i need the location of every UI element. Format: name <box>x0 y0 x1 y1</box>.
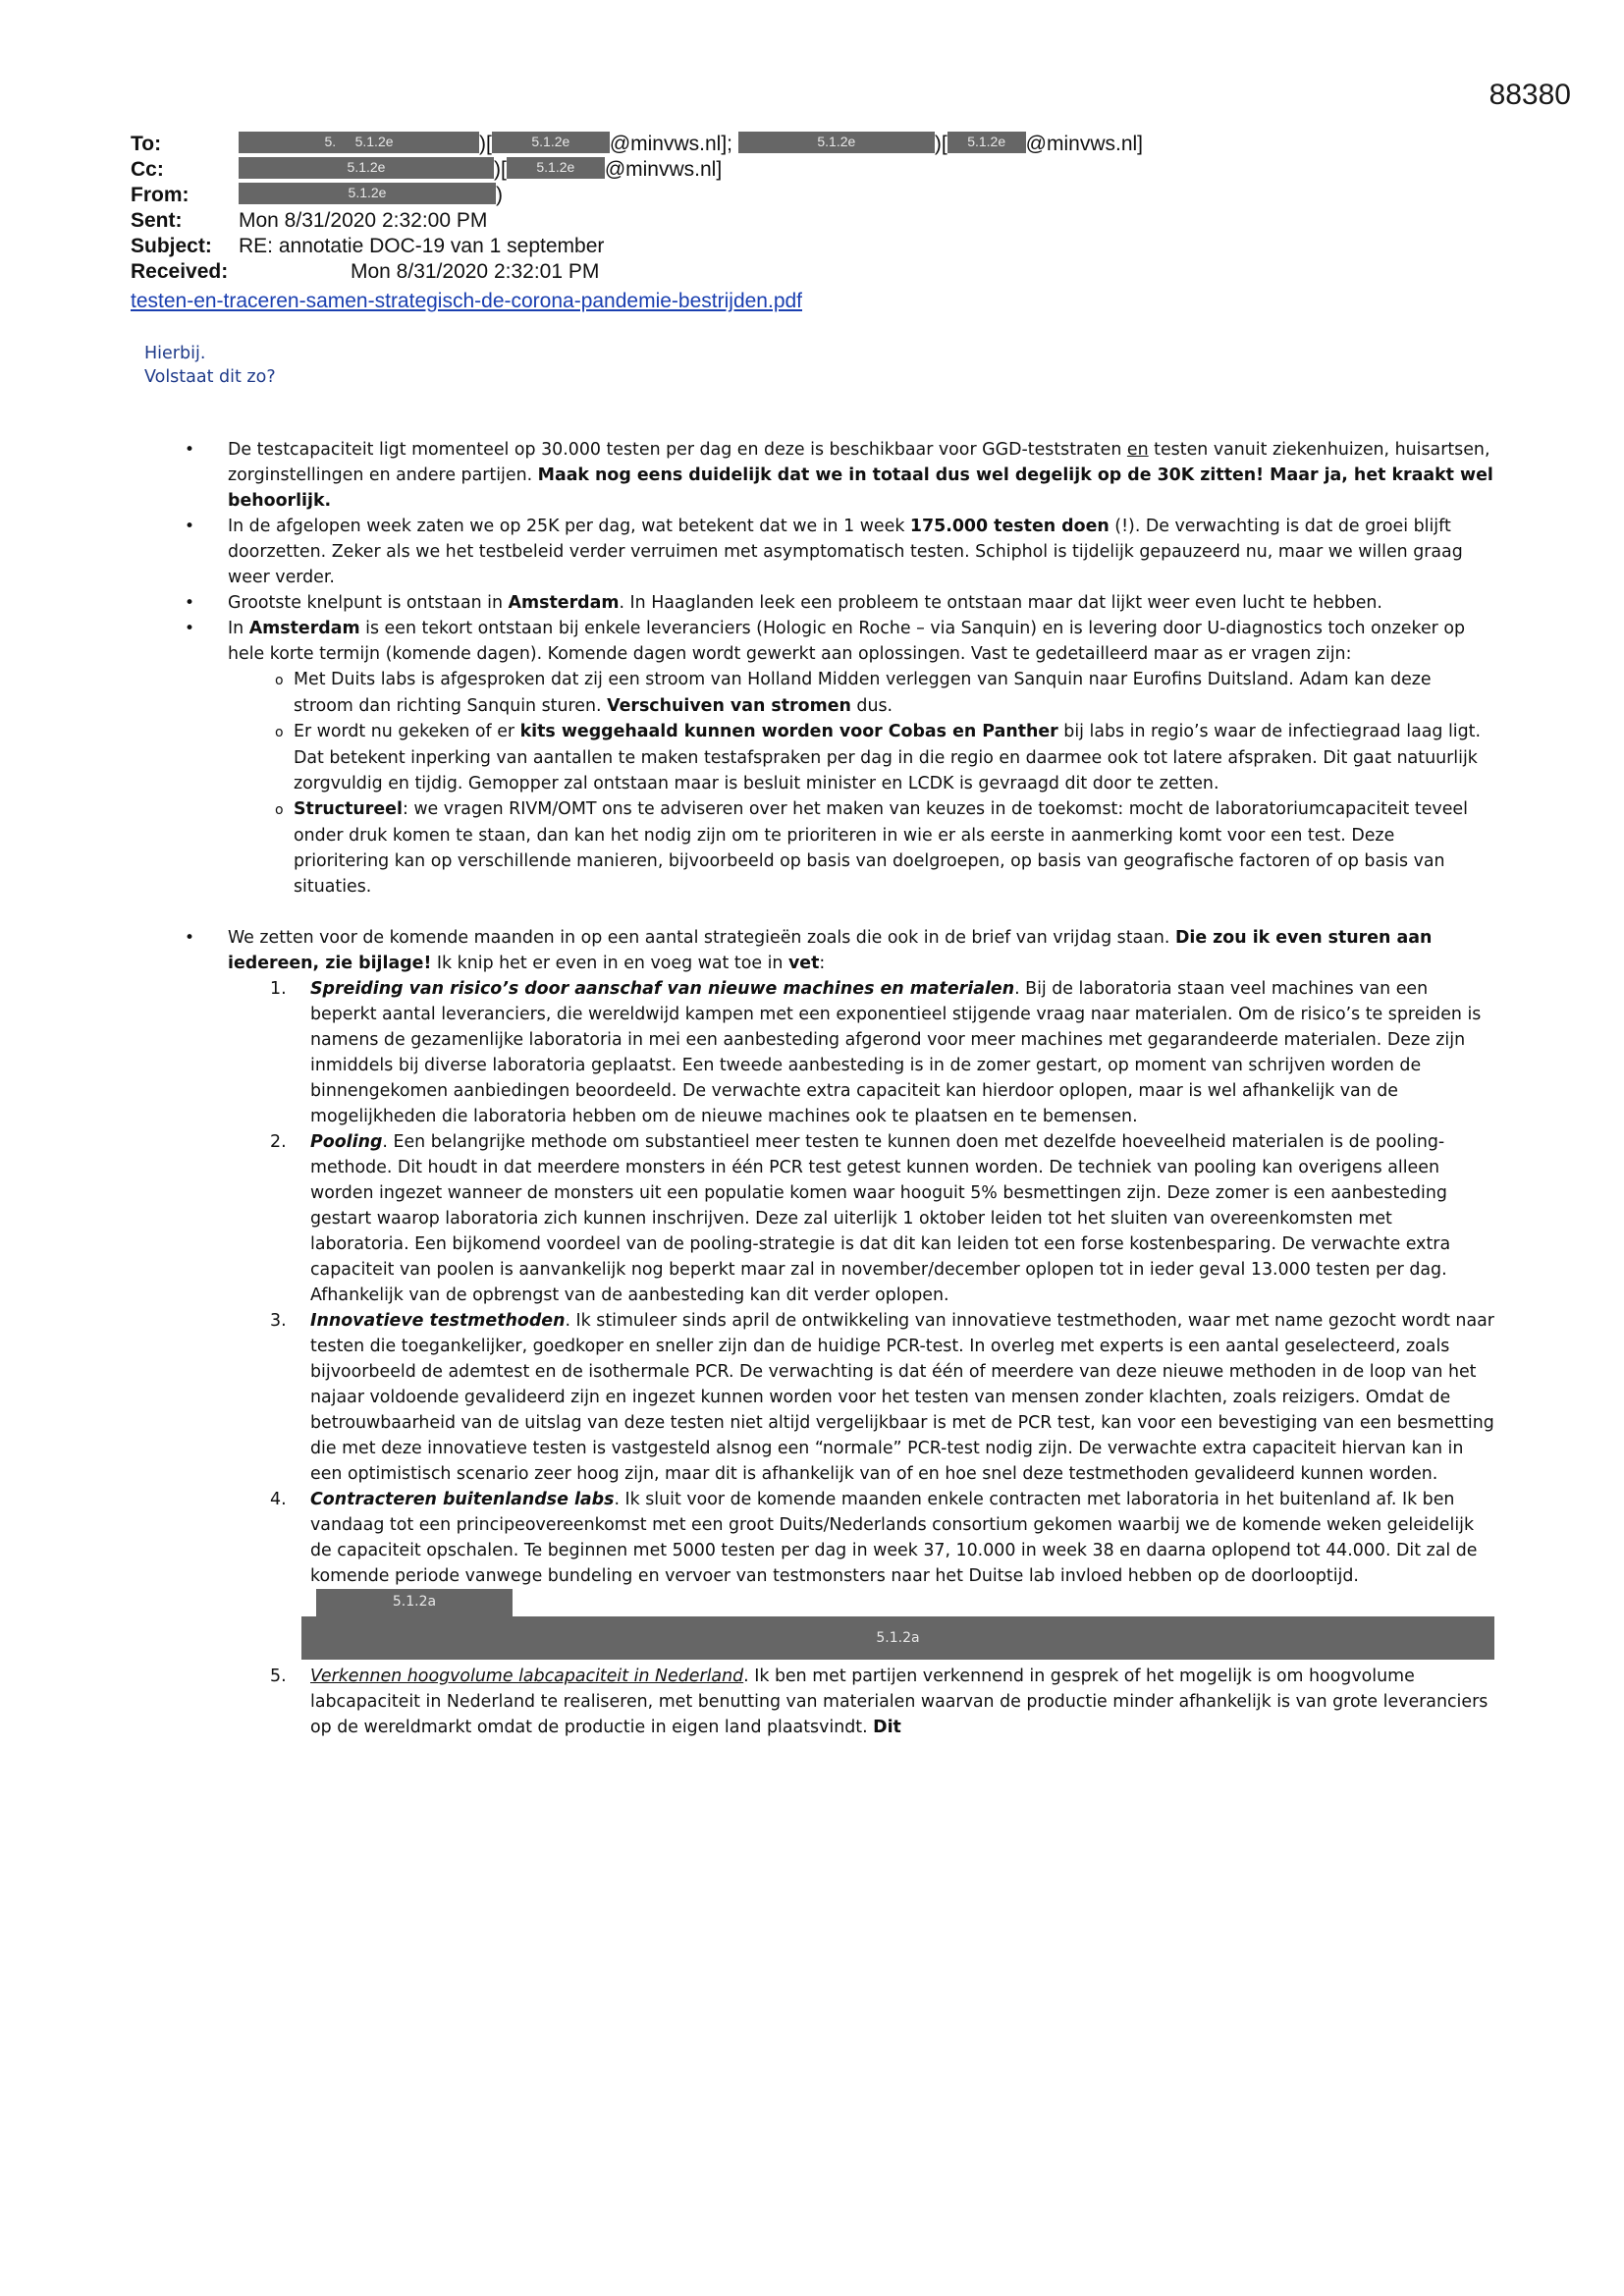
email-header <box>131 132 1260 308</box>
cc-domain: @minvws.nl] <box>604 158 723 181</box>
subject-value: RE: annotatie DOC-19 van 1 september <box>239 235 605 257</box>
redaction-block: 5.1.2a <box>301 1616 1494 1660</box>
greeting-line: Hierbij. <box>144 344 206 363</box>
redaction-box: 5.1.2e <box>492 132 610 153</box>
redaction-box: 5.1.2e <box>738 132 935 153</box>
sent-value: Mon 8/31/2020 2:32:00 PM <box>239 209 488 232</box>
greeting-line: Volstaat dit zo? <box>144 367 276 387</box>
from-row: From: 5.1.2e ) <box>131 184 503 206</box>
to-label: To: <box>131 133 162 155</box>
cc-row: Cc: 5.1.2e )[ 5.1.2e @minvws.nl] <box>131 158 723 181</box>
attachment-link[interactable]: testen-en-traceren-samen-strategisch-de-corona-pandemie-bestrijden.pdf <box>131 290 803 312</box>
numbered-item: 2. Pooling. Een belangrijke methode om substantieel meer testen te kunnen doen met dezelfde hoeveelheid materialen is de pooling-methode. Dit houdt in dat meerdere monsters in één PCR test getest kunnen worden. De techniek van pooling kan overigens alleen worden ingezet wanneer de monsters uit een populatie komen waar hooguit 5% besmettingen zijn. Deze zomer is een aanbesteding gestart waarop laboratoria zich kunnen inschrijven. Deze zal uiterlijk 1 oktober leiden tot het sluiten van overeenkomsten met laboratoria. Een bijkomend voordeel van de pooling-strategie is dat dit kan leiden tot een forse kostenbesparing. De verwachte extra capaciteit van poolen is aanvankelijk nog beperkt maar zal in november/december oplopen tot in ieder geval 13.000 testen per dag. Afhankelijk van de opbrengst van de aanbesteding kan dit verder oplopen. <box>270 1132 1451 1305</box>
bullet-icon: • <box>185 593 195 613</box>
subject-label: Subject: <box>131 235 212 257</box>
redaction-box: 5.1.2e <box>239 157 494 179</box>
redaction-box: 5.1.2e <box>507 157 605 179</box>
bullet-icon: • <box>185 440 195 460</box>
circle-bullet-icon: o <box>275 673 284 688</box>
bullet-item: • In de afgelopen week zaten we op 25K per dag, wat betekent dat we in 1 week 175.000 testen doen (!). De verwachting is dat de groei blijft doorzetten. Zeker als we het testbeleid verder verruimen met asymptomatisch testen. Schiphol is tijdelijk gepauzeerd nu, maar we willen graag weer verder. <box>0 514 1494 590</box>
document-number: 88380 <box>1489 79 1571 111</box>
received-value: Mon 8/31/2020 2:32:01 PM <box>351 260 600 283</box>
to-domain: @minvws.nl]; <box>609 133 732 155</box>
to-domain: @minvws.nl] <box>1025 133 1144 155</box>
sub-bullet-item: o Met Duits labs is afgesproken dat zij een stroom van Holland Midden verleggen van Sanquin naar Eurofins Duitsland. Adam kan deze stroom dan richting Sanquin sturen. Verschuiven van stromen dus. <box>275 670 1432 716</box>
redaction-box: 5.1.2e <box>239 183 496 204</box>
to-row: To: 5. 5.1.2e )[ 5.1.2e @minvws.nl]; 5.1.2e )[ 5.1.2e @minvws.nl] <box>131 133 1144 155</box>
bullet-item: • De testcapaciteit ligt momenteel op 30.000 testen per dag en deze is beschikbaar voor GGD-teststraten en testen vanuit ziekenhuizen, huisartsen, zorginstellingen en andere partijen. Maak nog eens duidelijk dat we in totaal dus wel degelijk op de 30K zitten! Maar ja, het kraakt wel behoorlijk. <box>0 437 1494 514</box>
cc-label: Cc: <box>131 158 164 181</box>
bullet-icon: • <box>185 928 195 948</box>
received-label: Received: <box>131 260 229 283</box>
bullet-icon: • <box>185 619 195 638</box>
from-label: From: <box>131 184 189 206</box>
bullet-item: • In Amsterdam is een tekort ontstaan bij enkele leveranciers (Hologic en Roche – via Sanquin) en is levering door U-diagnostics toch onzeker op hele korte termijn (komende dagen). Komende dagen wordt gewerkt aan oplossingen. Vast te gedetailleerd maar as er vragen zijn: <box>0 616 1494 667</box>
numbered-item: 4. Contracteren buitenlandse labs. Ik sluit voor de komende maanden enkele contracten met laboratoria in het buitenland af. Ik ben vandaag tot een principeovereenkomst met een groot Duits/Nederlands consortium gekomen waarbij we de komende weken geleidelijk de capaciteit opschalen. Te beginnen met 5000 testen per dag in week 37, 10.000 in week 38 en daarna oplopend tot 44.000. Dit zal de komende periode vanwege bundeling en vervoer van testmonsters naar het Duitse lab invloed hebben op de doorlooptijd.5.1.2a <box>0 1487 1494 1618</box>
greeting <box>144 342 276 389</box>
circle-bullet-icon: o <box>275 725 284 740</box>
subject-row <box>131 234 1260 259</box>
redaction-box: 5.1.2a <box>316 1589 513 1618</box>
numbered-item: 1. Spreiding van risico’s door aanschaf van nieuwe machines en materialen. Bij de laboratoria staan veel machines van een beperkt aantal leveranciers, die wereldwijd kampen met een exponentieel stijgende vraag naar materialen. Om de risico’s te spreiden is namens de gezamenlijke laboratoria in mei een aanbesteding afgerond voor meer machines met gegarandeerde materialen. Deze zijn inmiddels bij diverse laboratoria geplaatst. Een tweede aanbesteding is in de zomer gestart, op moment van schrijven worden de binnengekomen aanbiedingen beoordeeld. De verwachte extra capaciteit kan hierdoor oplopen, maar is wel afhankelijk van de mogelijkheden die laboratoria hebben om de nieuwe machines ook te plaatsen en te bemensen. <box>270 979 1482 1126</box>
message-body <box>0 437 1624 1740</box>
numbered-item: 3. Innovatieve testmethoden. Ik stimuleer sinds april de ontwikkeling van innovatieve testmethoden, waar met name gezocht wordt naar testen die toegankelijker, goedkoper en sneller zijn dan de huidige PCR-test. In overleg met experts is een aantal geselecteerd, zoals bijvoorbeeld de ademtest en de isothermale PCR. De verwachting is dat één of meerdere van deze nieuwe methoden in de loop van het najaar voldoende gevalideerd zijn en ingezet kunnen worden voor het testen van mensen zonder klachten, zoals reizigers. Omdat de betrouwbaarheid van de uitslag van deze testen niet altijd vergelijkbaar is met de PCR test, kan voor een bevestiging van een besmetting die met deze innovatieve testen is vastgesteld alsnog een “normale” PCR-test nodig zijn. De verwachte extra capaciteit hiervan kan in een optimistisch scenario zeer hoog zijn, maar dit is afhankelijk van of en hoe snel deze testmethoden gevalideerd kunnen worden. <box>270 1311 1494 1484</box>
redaction-box: 5.1.2e <box>947 132 1026 153</box>
sub-bullet-item: o Structureel: we vragen RIVM/OMT ons te adviseren over het maken van keuzes in de toekomst: mocht de laboratoriumcapaciteit teveel onder druk komen te staan, dan kan het nodig zijn om te prioriteren in wie er als eerste in aanmerking komt voor een test. Deze prioritering kan op verschillende manieren, bijvoorbeeld op basis van doelgroepen, op basis van geografische factoren of op basis van situaties. <box>275 799 1468 897</box>
bullet-item: • Grootste knelpunt is ontstaan in Amsterdam. In Haaglanden leek een probleem te ontstaan maar dat lijkt weer even lucht te hebben. <box>0 590 1494 616</box>
numbered-item: 5. Verkennen hoogvolume labcapaciteit in Nederland. Ik ben met partijen verkennend in gesprek of het mogelijk is om hoogvolume labcapaciteit in Nederland te realiseren, met benutting van materialen waarvan de productie minder afhankelijk is van grote leveranciers op de wereldmarkt omdat de productie in eigen land plaatsvindt. Dit <box>270 1667 1489 1737</box>
bullet-item: • We zetten voor de komende maanden in op een aantal strategieën zoals die ook in de brief van vrijdag staan. Die zou ik even sturen aan iedereen, zie bijlage! Ik knip het er even in en voeg wat toe in vet: <box>0 925 1494 976</box>
sent-label: Sent: <box>131 209 183 232</box>
circle-bullet-icon: o <box>275 802 284 818</box>
redaction-box: 5. 5.1.2e <box>239 132 479 153</box>
received-row <box>131 259 1260 285</box>
bullet-icon: • <box>185 517 195 536</box>
sent-row <box>131 208 1260 234</box>
sub-bullet-item: o Er wordt nu gekeken of er kits weggehaald kunnen worden voor Cobas en Panther bij labs in regio’s waar de infectiegraad laag ligt. Dat betekent inperking van aantallen te maken testafspraken per dag in die regio en daarmee ook tot latere afspraken. Dit gaat natuurlijk zorgvuldig en tijdig. Gemopper zal ontstaan maar is besluit minister en LCDK is gevraagd dit door te zetten. <box>275 722 1482 793</box>
